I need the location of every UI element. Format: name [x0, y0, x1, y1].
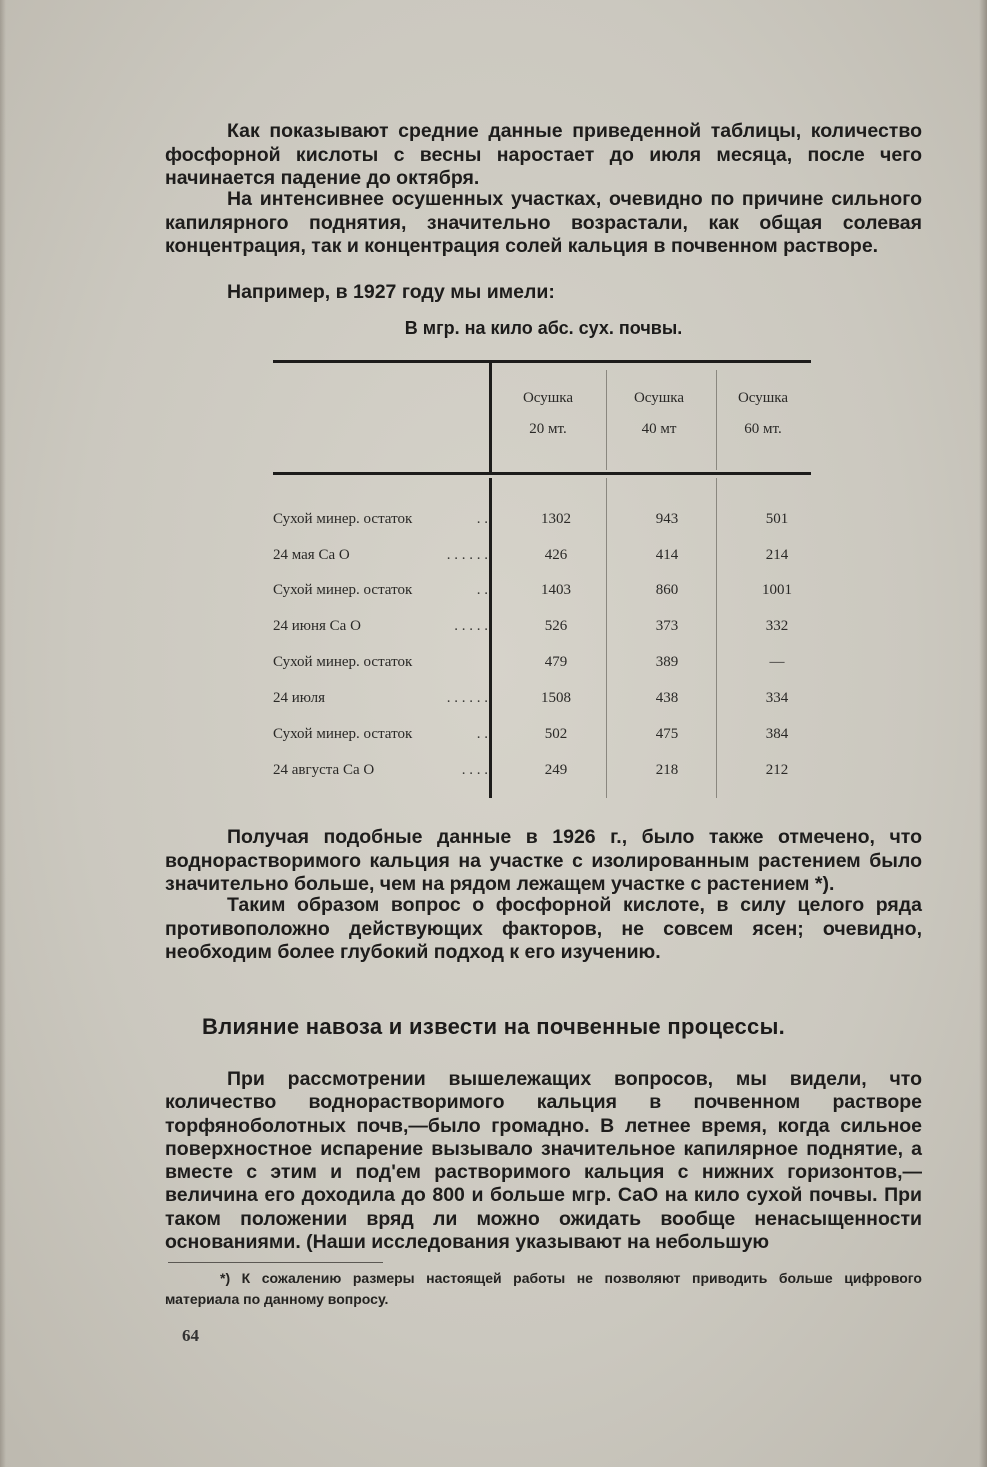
section-heading: Влияние навоза и извести на почвенные процессы.: [202, 1014, 786, 1039]
body-col-divider-2: [716, 478, 717, 798]
page-number: 64: [182, 1326, 199, 1345]
column-header-20: Осушка 20 мт.: [522, 390, 574, 437]
footnote: *) К сожалению размеры настоящей работы не позволяют приводить больше цифрового материала по данному вопросу.: [165, 1270, 922, 1307]
page-edge-shadow-right: [979, 0, 987, 1467]
paragraph-conclusion: Таким образом вопрос о фосфорной кислоте, в силу целого ряда противоположно действующих факторов, не совсем ясен; очевидно, необходим более глубокий подход к его изучению.: [165, 894, 922, 963]
table-header-rule: [273, 472, 811, 475]
header-stub-divider: [489, 363, 492, 472]
page-edge-shadow-left: [0, 0, 6, 1467]
paragraph-example-1927: Например, в 1927 году мы имели:: [227, 281, 555, 303]
column-header-40: Осушка 40 мт: [633, 390, 685, 437]
data-table: Осушка 20 мт. Осушка 40 мт Осушка 60 мт. Сухой минер. остаток . . 1302 943 501 24 мая Са О . . . . . . 426 414 214 Сухой минер. остаток . . 1403 860 1001 24 июня Са О . . . . . 526 373 332 Сухой минер. остаток 479 389 — 24 июля . . . . . . 1508 438 334 Сухой минер. остаток . . 502 475 384 24 августа Са О . . . . 249 218 212: [273, 360, 811, 800]
body-stub-divider: [489, 478, 492, 798]
table-caption: В мгр. на кило абс. сух. почвы.: [404, 318, 683, 338]
paragraph-1926-data: Получая подобные данные в 1926 г., было также отмечено, что воднорастворимого кальция на участке с изолированным растением было значительно больше, чем на рядом лежащем участке с растением *).: [165, 826, 922, 895]
paragraph-calcium: При рассмотрении вышележащих вопросов, мы видели, что количество воднорастворимого кальция в почвенном растворе торфяноболотных почв,—было громадно. В летнее время, когда сильное поверхностное испарение вызывало значительное капилярное поднятие, а вместе с этим и под'ем растворимого кальция с нижних горизонтов,—величина его доходила до 800 и больше мгр. СаО на кило сухой почвы. При таком положении вряд ли можно ожидать вообще ненасыщенности основаниями. (Наши исследования указывают на небольшую: [165, 1068, 922, 1254]
footnote-rule: [168, 1262, 383, 1263]
column-header-60: Осушка 60 мт.: [737, 390, 789, 437]
paragraph-phosphoric-acid: Как показывают средние данные приведенной таблицы, количество фосфорной кислоты с весны наростает до июля месяца, после чего начинается падение до октября.: [165, 120, 922, 189]
table-top-rule: [273, 360, 811, 363]
body-col-divider-1: [606, 478, 607, 798]
paragraph-drained-plots: На интенсивнее осушенных участках, очевидно по причине сильного капилярного поднятия, значительно возрастали, как общая солевая концентрация, так и концентрация солей кальция в почвенном растворе.: [165, 188, 922, 257]
